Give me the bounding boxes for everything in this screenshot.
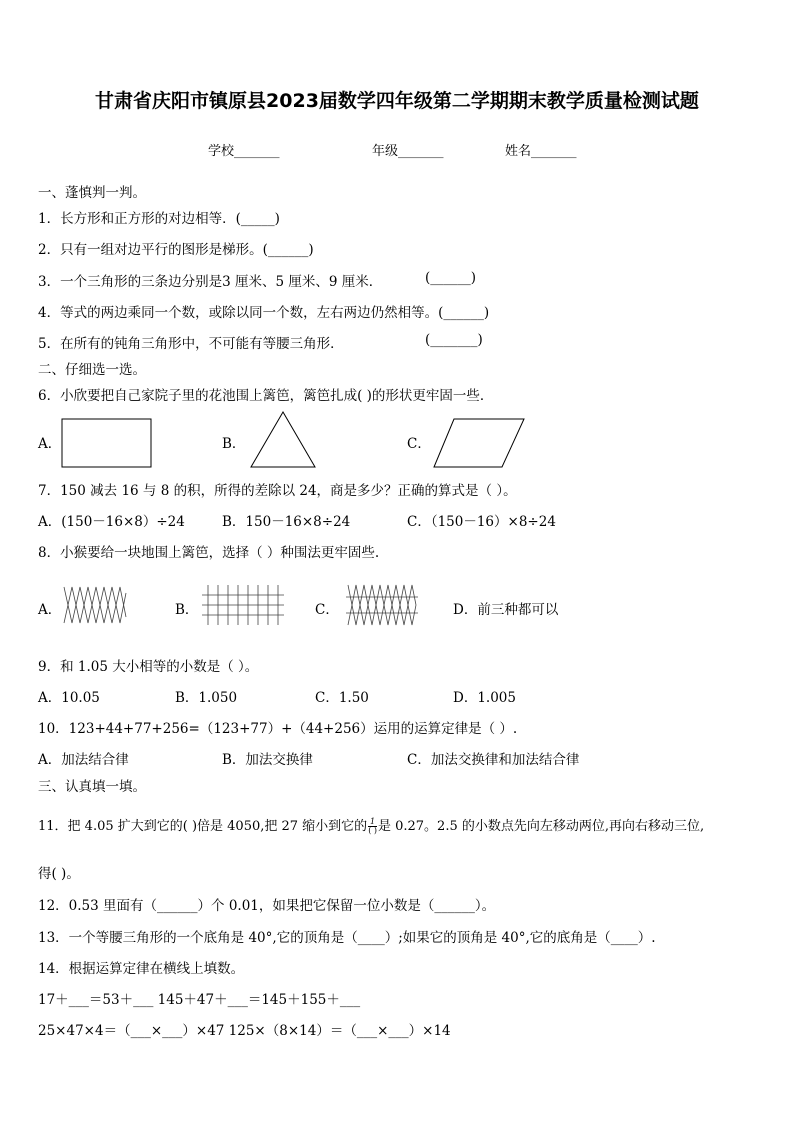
q10-option-c: C．加法交换律和加法结合律 [407,752,580,768]
q7-option-c: C．（150－16）×8÷24 [407,514,556,530]
triangle-figure [248,410,318,470]
question-1: 1．长方形和正方形的对边相等．(_____) [38,211,280,227]
question-3: 3．一个三角形的三条边分别是3 厘米、5 厘米、9 厘米． [38,274,383,290]
question-7: 7．150 减去 16 与 8 的积，所得的差除以 24，商是多少？正确的算式是（ ）。 [38,483,517,499]
q9-option-b: B．1.050 [175,690,238,706]
q9-option-d: D．1.005 [453,690,516,706]
question-5-blank: (_______) [425,332,483,348]
q7-option-a: A．(150－16×8）÷24 [38,514,185,530]
q8-option-b-label: B． [175,602,199,618]
rectangle-figure [60,417,154,469]
fraction-numerator: 1 [370,817,376,826]
question-8: 8．小猴要给一块地围上篱笆，选择（ ）种围法更牢固些. [38,545,380,561]
name-field: 姓名_______ [505,144,577,159]
fence-diagonal-grid-figure [344,583,420,627]
question-6: 6．小欣要把自己家院子里的花池围上篱笆，篱笆扎成( )的形状更牢固一些． [38,388,494,404]
question-11-part-2: 是 0.27。2.5 的小数点先向左移动两位,再向右移动三位, [377,819,705,834]
question-11-continued: 得( )。 [38,866,80,882]
q10-option-a: A．加法结合律 [38,752,129,768]
q8-option-c-label: C． [315,602,339,618]
q7-option-b: B．150－16×8÷24 [222,514,351,530]
q10-option-b: B．加法交换律 [222,752,313,768]
fraction-denominator: ( ) [368,826,377,835]
question-14: 14．根据运算定律在横线上填数。 [38,961,245,977]
question-12: 12．0.53 里面有（______）个 0.01，如果把它保留一位小数是（______）。 [38,898,496,914]
fraction [368,818,377,835]
question-9: 9．和 1.05 大小相等的小数是（ ）。 [38,659,259,675]
question-4: 4．等式的两边乘同一个数，或除以同一个数，左右两边仍然相等。(______) [38,305,490,321]
question-11 [38,815,704,835]
page-title: 甘肃省庆阳市镇原县2023届数学四年级第二学期期末教学质量检测试题 [95,90,699,112]
q9-option-a: A．10.05 [38,690,100,706]
parallelogram-figure [432,417,526,469]
q9-option-c: C．1.50 [315,690,369,706]
question-13: 13．一个等腰三角形的一个底角是 40°,它的顶角是（____）;如果它的顶角是 40°,它的底角是（____）. [38,930,656,946]
question-3-blank: (______) [425,270,477,286]
q8-option-d: D．前三种都可以 [453,602,559,618]
section-2-heading: 二、仔细选一选。 [38,362,146,378]
question-11-part-1: 11．把 4.05 扩大到它的( )倍是 4050,把 27 缩小到它的 [38,819,368,834]
question-5: 5．在所有的钝角三角形中，不可能有等腰三角形． [38,336,344,352]
section-1-heading: 一、蓬慎判一判。 [38,185,146,201]
question-10: 10．123+44+77+256=（123+77）+（44+256）运用的运算定律是（ ）. [38,721,518,737]
grade-field: 年级_______ [372,144,444,159]
question-14-line-1: 17＋___＝53＋___ 145＋47＋___＝145＋155＋___ [38,992,361,1008]
q8-option-a-label: A． [38,602,62,618]
q6-option-c-label: C． [407,436,431,452]
fence-cross-pattern-figure [62,583,128,627]
school-field: 学校_______ [208,144,280,159]
question-2: 2．只有一组对边平行的图形是梯形。(______) [38,242,314,258]
q6-option-b-label: B． [222,436,246,452]
fence-grid-pattern-figure [200,583,286,627]
section-3-heading: 三、认真填一填。 [38,779,146,795]
question-14-line-2: 25×47×4＝（___×___）×47 125×（8×14）＝（___×___）×14 [38,1023,451,1039]
q6-option-a-label: A． [38,436,62,452]
